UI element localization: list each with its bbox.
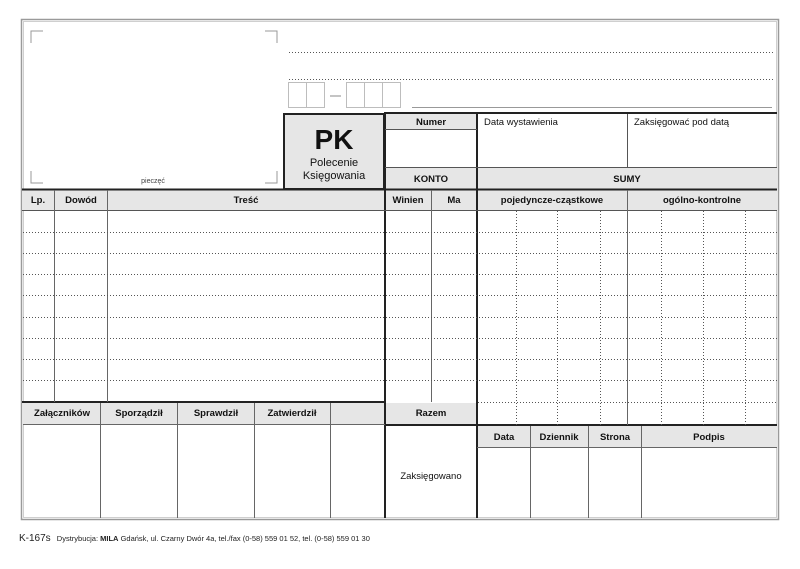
distribution-address: Gdańsk, ul. Czarny Dwór 4a, tel./fax (0-58) 559 01 52, tel. (0-58) 559 01 30 [120,534,370,543]
tresc-header: Treść [233,195,259,206]
zalacznikow-label: Załączników [34,408,90,419]
sporzadzil-label: Sporządził [115,408,163,419]
pojedyncze-header: pojedyncze-cząstkowe [500,195,604,206]
sumy-label: SUMY [613,174,641,185]
lp-header: Lp. [30,195,46,206]
pk-code: PK [314,124,354,155]
strona-label: Strona [599,432,631,443]
data-wystawienia-label: Data wystawienia [484,117,558,128]
zaksiegowano-label: Zaksięgowano [400,471,462,482]
ogolno-header: ogólno-kontrolne [662,195,742,206]
brand-name: MILA [100,534,119,543]
konto-label: KONTO [413,174,449,185]
zatwierdzil-label: Zatwierdził [267,408,317,419]
dziennik-label: Dziennik [539,432,579,443]
sprawdzil-label: Sprawdził [193,408,239,419]
distribution-label: Dystrybucja: [56,534,99,543]
data-label: Data [493,432,515,443]
podpis-label: Podpis [693,432,725,443]
pk-title-line1: Polecenie [309,157,359,169]
dowod-header: Dowód [65,195,97,206]
numer-label: Numer [415,117,447,128]
pk-title-line2: Księgowania [302,170,366,182]
ma-header: Ma [447,195,461,206]
stamp-label: pieczęć [141,178,165,185]
form-code: K-167s [19,533,51,544]
distribution-footer [19,533,370,544]
winien-header: Winien [392,195,424,206]
razem-label: Razem [415,408,447,419]
zaksiegowac-label: Zaksięgować pod datą [634,117,730,128]
